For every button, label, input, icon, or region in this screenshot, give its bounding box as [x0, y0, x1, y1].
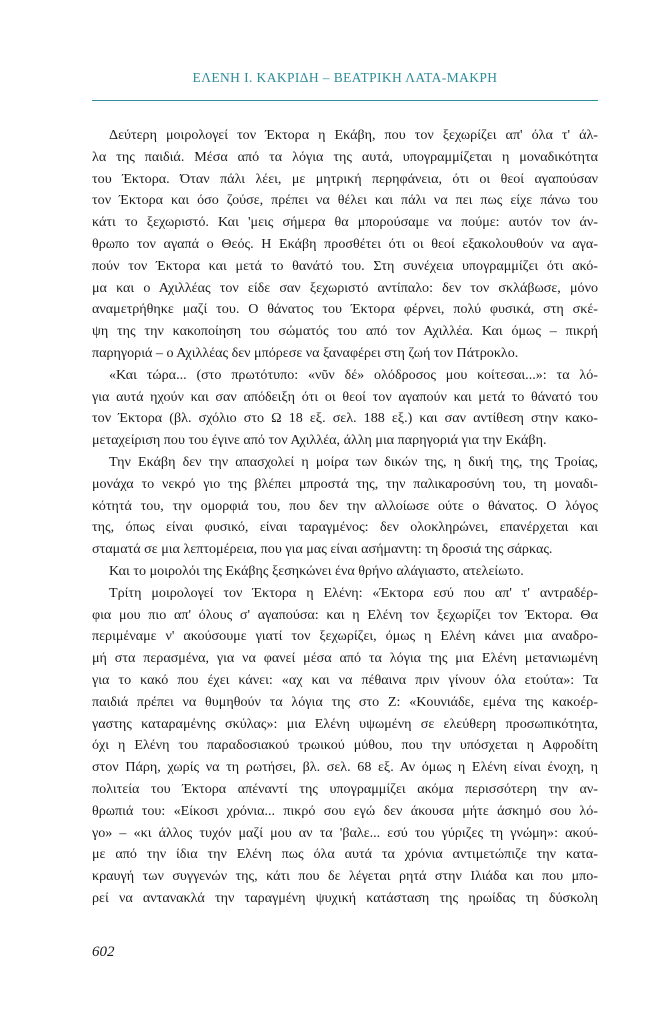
text-line: μονάχα το νεκρό γιο της βλέπει μπροστά της, την παλικαροσύνη του, τη μοναδι-	[92, 475, 598, 492]
text-line: ψη της την κακοποίηση του σώματός του από τον Αχιλλέα. Και όμως – πικρή	[92, 323, 598, 340]
text-line: όχι η Ελένη του παραδοσιακού τρωικού μύθου, που την υπόσχεται η Αφροδίτη	[92, 737, 598, 754]
text-line: σταματά σε μια λεπτομέρεια, που για μας είναι ασήμαντη: τη δροσιά της σάρκας.	[92, 541, 553, 558]
text-line: του Έκτορα. Όταν πάλι λέει, με μητρική περηφάνεια, ότι οι θεοί αγαπούσαν	[92, 170, 598, 187]
text-line: μεταχείριση που του έγινε από τον Αχιλλέα, άλλη μια παρηγοριά για την Εκάβη.	[92, 432, 547, 449]
running-head: ΕΛΕΝΗ Ι. ΚΑΚΡΙΔΗ – ΒΕΑΤΡΙΚΗ ΛΑΤΑ-ΜΑΚΡΗ	[192, 70, 498, 85]
text-line: θρωπο τον αγαπά ο Θεός. Η Εκάβη προσθέτει ότι οι θεοί εξακολουθούν να αγα-	[92, 235, 598, 252]
text-line: Δεύτερη μοιρολογεί τον Έκτορα η Εκάβη, που τον ξεχωρίζει απ' όλα τ' άλ-	[109, 127, 598, 143]
text-line: για το κακό που έχει κάνει: «αχ και να πέθαινα πριν γίνουν όλα ετούτα»: Τα	[92, 671, 598, 688]
text-line: γαστης καταραμένης σκύλας»: μια Ελένη υψωμένη σε ελεύθερη προσωπικότητα,	[92, 715, 598, 732]
text-line: τον Έκτορα (βλ. σχόλιο στο Ω 18 εξ. σελ. 188 εξ.) και σαν αντίθεση στην κακο-	[92, 410, 598, 427]
text-line: «Και τώρα... (στο πρωτότυπο: «νῦν δέ» ολόδροσος μου κοίτεσαι...»: τα λό-	[109, 366, 598, 383]
text-line: παιδιά πρέπει να θυμηθούν τα λόγια της στο Ζ: «Κουνιάδε, εμένα της κακοέρ-	[92, 693, 598, 710]
text-line: θρωπιά του: «Είκοσι χρόνια... πικρό σου εγώ δεν άκουσα μήτε άσκημό σου λό-	[92, 802, 598, 819]
text-line: για αυτά ηχούν και σαν απόδειξη ότι οι θεοί τον αγαπούν και μετά το θάνατό του	[92, 388, 598, 405]
text-line: μα και ο Αχιλλέας τον είδε σαν ξεχωριστό αντίπαλο: δεν τον σκλάβωσε, μόνο	[92, 279, 598, 296]
text-line: της, όπως είναι φυσικό, είναι ταραγμένος: δεν ολοκληρώνει, επανέρχεται και	[92, 519, 598, 536]
text-line: λα της παιδιά. Μέσα από τα λόγια της αυτά, υπογραμμίζεται η μοναδικότητα	[92, 148, 598, 165]
page-number: 602	[92, 944, 115, 960]
text-line: περιμέναμε ν' ακούσουμε γιατί τον ξεχωρίζει, όμως η Ελένη κάνει μια αναδρο-	[92, 628, 598, 645]
text-line: κάτι το ξεχωριστό. Και 'μεις σήμερα θα μπορούσαμε να πούμε: αυτόν τον άν-	[92, 214, 598, 231]
text-line: τον Έκτορα και όσο ζούσε, πρέπει να θέλει και πάλι να πει πως είχε πάνω του	[92, 192, 598, 209]
text-line: κότητά του, την ομορφιά του, που δεν την αλλοίωσε ούτε ο θάνατος. Ο λόγος	[92, 497, 598, 514]
text-line: παρηγοριά – ο Αχιλλέας δεν μπόρεσε να ξαναφέρει στη ζωή τον Πάτροκλο.	[92, 344, 519, 361]
text-line: στον Πάρη, χωρίς να τη ρωτήσει, βλ. σελ. 68 εξ. Αν όμως η Ελένη είναι ένοχη, η	[92, 759, 598, 776]
text-line: αναμετρήθηκε μαζί του. Ο θάνατος του Έκτορα φέρνει, πολύ φυσικά, στη σκέ-	[92, 301, 598, 318]
text-line: ρεί να αντανακλά την ταραγμένη ψυχική κατάσταση της ηρωίδας τη δύσκολη	[92, 889, 598, 906]
text-line: πολιτεία του Έκτορα απέναντί της υπογραμμίζει ακόμα περισσότερη την αν-	[92, 780, 598, 797]
text-line: κραυγή των συγγενών της, κάτι που δε λέγεται ρητά στην Ιλιάδα και που μπο-	[92, 868, 598, 885]
text-line: φια μου πιο απ' όλους σ' αγαπούσα: και η Ελένη τον ξεχωρίζει τον Έκτορα. Θα	[92, 606, 598, 623]
text-line: με από την ίδια την Ελένη πως όλα αυτά τα χρόνια αντιμετώπιζε την κατα-	[92, 846, 598, 863]
body-text	[92, 125, 598, 910]
header-divider	[92, 100, 598, 101]
text-line: Τρίτη μοιρολογεί τον Έκτορα η Ελένη: «Έκτορα εσύ που απ' τ' αντραδέρ-	[109, 584, 598, 601]
text-line: μή στα περασμένα, για να φανεί μέσα από τα λόγια της μια Ελένη μετανιωμένη	[92, 650, 598, 667]
text-line: Την Εκάβη δεν την απασχολεί η μοίρα των δικών της, η δική της, της Τροίας,	[109, 453, 598, 470]
text-line: γο» – «κι άλλος τυχόν μαζί μου αν τα 'βαλε... εσύ του γύριζες τη γνώμη»: ακού-	[92, 824, 598, 841]
text-line: πούν τον Έκτορα και μετά το θανάτό του. Στη συνέχεια υπογραμμίζει ότι ακό-	[92, 257, 598, 274]
text-line: Και το μοιρολόι της Εκάβης ξεσηκώνει ένα θρήνο αλάγιαστο, ατελείωτο.	[109, 562, 524, 579]
